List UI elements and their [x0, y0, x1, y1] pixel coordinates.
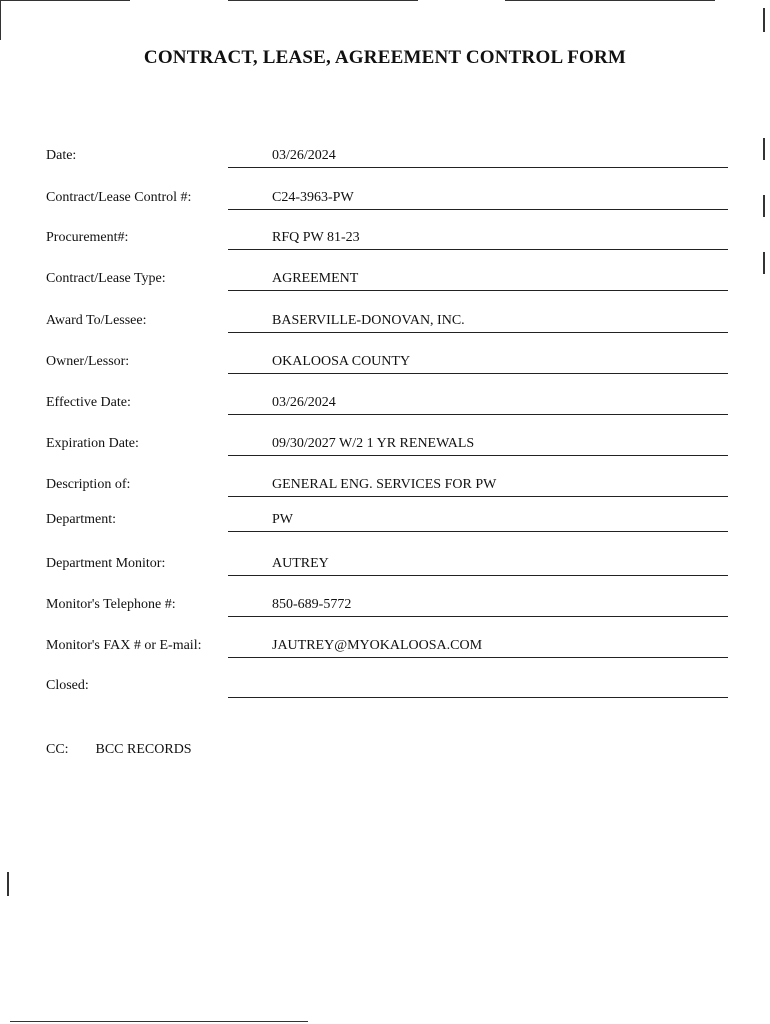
form-title: CONTRACT, LEASE, AGREEMENT CONTROL FORM [143, 47, 627, 68]
scan-artifact-left-mark [7, 872, 9, 896]
field-label-expiration-date: Expiration Date: [46, 436, 139, 451]
scan-artifact-right-mark-3 [763, 195, 765, 217]
field-label-procurement: Procurement#: [46, 230, 129, 245]
scan-artifact-top-line [0, 0, 130, 1]
field-value-department-monitor: AUTREY [272, 556, 329, 571]
field-label-owner: Owner/Lessor: [46, 354, 130, 369]
field-label-effective-date: Effective Date: [46, 395, 131, 410]
field-value-procurement: RFQ PW 81-23 [272, 230, 360, 245]
field-row-procurement [46, 230, 728, 252]
field-line-monitor-telephone [228, 597, 728, 617]
field-row-department-monitor [46, 556, 728, 578]
field-value-expiration-date: 09/30/2027 W/2 1 YR RENEWALS [272, 436, 475, 451]
field-label-award-to: Award To/Lessee: [46, 313, 147, 328]
field-value-effective-date: 03/26/2024 [272, 395, 336, 410]
field-row-control-number [46, 190, 728, 212]
field-row-monitor-fax-email [46, 638, 728, 660]
field-label-contract-type: Contract/Lease Type: [46, 271, 166, 286]
field-label-department: Department: [46, 512, 116, 527]
field-value-monitor-fax-email: JAUTREY@MYOKALOOSA.COM [272, 638, 483, 653]
field-line-description [228, 477, 728, 497]
field-line-control-number [228, 190, 728, 210]
field-row-owner [46, 354, 728, 376]
field-line-department-monitor [228, 556, 728, 576]
cc-line [46, 742, 192, 758]
field-row-department [46, 512, 728, 534]
field-value-date: 03/26/2024 [272, 148, 336, 163]
field-label-closed: Closed: [46, 678, 89, 693]
field-value-award-to: BASERVILLE-DONOVAN, INC. [272, 313, 465, 328]
field-value-contract-type: AGREEMENT [272, 271, 359, 286]
field-label-monitor-telephone: Monitor's Telephone #: [46, 597, 176, 612]
field-row-contract-type [46, 271, 728, 293]
field-row-award-to [46, 313, 728, 335]
field-value-monitor-telephone: 850-689-5772 [272, 597, 352, 612]
field-label-date: Date: [46, 148, 77, 163]
field-line-monitor-fax-email [228, 638, 728, 658]
cc-value: BCC RECORDS [95, 742, 192, 757]
field-line-contract-type [228, 271, 728, 291]
scan-artifact-right-mark-1 [763, 8, 765, 32]
field-line-effective-date [228, 395, 728, 415]
scan-artifact-bottom-line [10, 1021, 308, 1022]
scan-artifact-right-mark-2 [763, 138, 765, 160]
field-row-expiration-date [46, 436, 728, 458]
field-value-owner: OKALOOSA COUNTY [272, 354, 411, 369]
scan-artifact-top-line-2 [228, 0, 418, 1]
field-line-owner [228, 354, 728, 374]
field-label-department-monitor: Department Monitor: [46, 556, 166, 571]
field-line-award-to [228, 313, 728, 333]
field-line-procurement [228, 230, 728, 250]
cc-label: CC: [46, 742, 69, 757]
scan-artifact-right-mark-4 [763, 252, 765, 274]
field-row-date [46, 148, 728, 170]
field-label-monitor-fax-email: Monitor's FAX # or E-mail: [46, 638, 202, 653]
field-value-department: PW [272, 512, 293, 527]
scan-artifact-top-line-3 [505, 0, 715, 1]
field-row-closed [46, 678, 728, 700]
field-line-department [228, 512, 728, 532]
field-line-closed [228, 678, 728, 698]
scan-artifact-left-edge [0, 0, 1, 40]
field-row-effective-date [46, 395, 728, 417]
field-line-expiration-date [228, 436, 728, 456]
field-value-description: GENERAL ENG. SERVICES FOR PW [272, 477, 497, 492]
field-line-date [228, 148, 728, 168]
field-row-description [46, 477, 728, 499]
field-value-control-number: C24-3963-PW [272, 190, 354, 205]
field-label-control-number: Contract/Lease Control #: [46, 190, 192, 205]
field-label-description: Description of: [46, 477, 131, 492]
field-row-monitor-telephone [46, 597, 728, 619]
